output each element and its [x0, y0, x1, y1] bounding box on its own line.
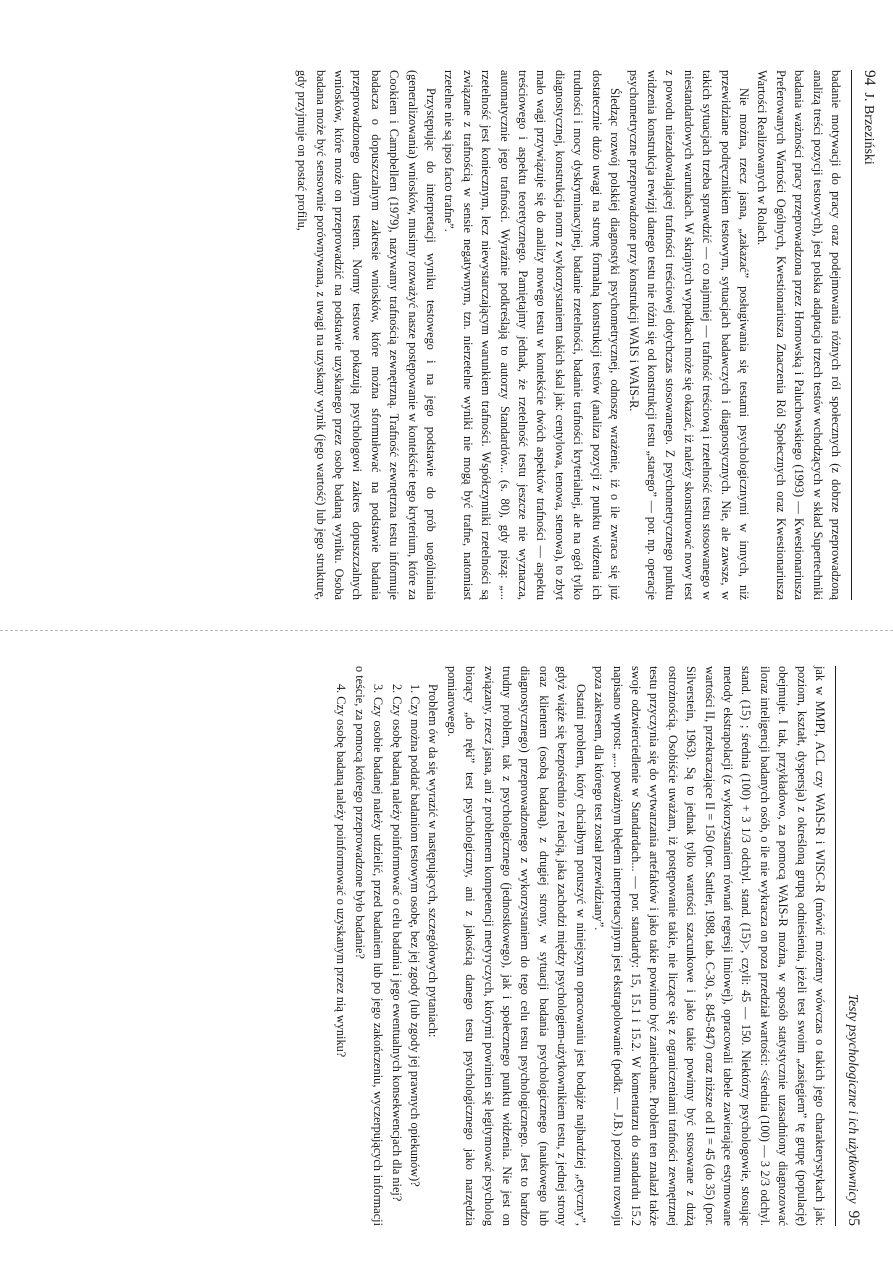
paragraph: Śledząc rozwój polskiej diagnostyki psychometrycznej, odnoszę wrażenie, iż o ile zwraca się już dostatecznie dużo uwagi na stronę formalną konstrukcji testów (analiza pozycji z punktu widzenia ich trudności i mocy dyskryminacyjnej, badanie rzetelności, badanie trafności kryterialnej, ale na ogół tylko diagnostycznej, konstrukcja norm z wykorzystaniem takich skal jak: centylowa, tenowa, stenowa), to zbyt mało wagi przywiązuje się do analizy nowego testu w kontekście dwóch aspektów trafności — aspektu treściowego i aspektu teoretycznego. Pamiętajmy jednak, że rzetelność testu jeszcze nie wyznacza, automatycznie jego trafności. Wyraźnie podkreślają to autorzy Standardów... (s. 80), gdy piszą: „... rzetelność jest koniecznym, lecz niewystarczającym warunkiem trafności. Współczynniki rzetelności są związane z trafnością w sensie negatywnym, tzn. nierzetelne wyniki nie mogą być trafne, natomiast rzetelne nie są ipso facto trafne”. — [442, 70, 623, 600]
paragraph: Przystępując do interpretacji wyniku testowego i na jego podstawie do prób uogólniania (generalizowania) wniosków, musimy rozważyć nasze postępowanie w kontekście tego kryterium, które za Cookiem i Campbellem (1979), nazywamy trafnością zewnętrzną. Trafność zewnętrzna testu informuje badacza o dopuszczalnym zakresie wniosków, które można sformułować na podstawie badania przeprowadzonego danym testem. Normy testowe pokazują psychologowi zakres dopuszczalnych wniosków, które może on przeprowadzić na podstawie uzyskanego przez osobę badaną wyniku. Osoba badana może być sensownie porównywana, z uwagi na uzyskany wynik (jego wartość) lub jego strukturę, gdy przyjmuje on postać profilu, — [295, 70, 439, 600]
paragraph: Problem ów da się wyrazić w następujących, szczegółowych pytaniach: — [426, 684, 441, 1038]
question-item: 1. Czy można poddać badaniom testowym osobę, bez jej zgody (lub zgody jej prawnych opiekunów)? — [408, 684, 423, 1187]
page-number: 95 — [845, 1210, 862, 1226]
header-rule — [835, 666, 836, 1226]
paragraph: Ostatni problem, który chciałbym poruszyć w niniejszym opracowaniu jest bodajże najbardziej „etyczny”, gdyż wiąże się bezpośrednio z relacją, jaka zachodzi między psychologiem-użytkownikiem testu, z jednej strony oraz klientem (osobą badaną), z drugiej strony, w sytuacji badania psychologicznego (naukowego lub diagnostycznego) przeprowadzonego z wykorzystaniem do tego celu testu psychologicznego. Jest to bardzo trudny problem, tak z psychologicznego (jednostkowego), jak i społecznego punktu widzenia. Nie jest on związany, rzecz jasna, ani z problemem kompetencji metyryczych, którymi powinien się legitymować psycholog biorący „do ręki” test psychologiczny, ani z jakością danego testu psychologicznego jako narzędzia pomiarowego. — [444, 666, 588, 1226]
right-page-header — [840, 666, 862, 1226]
running-head: Testy psychologiczne i ich użytkownicy — [846, 994, 861, 1204]
page-fold — [0, 630, 893, 631]
paragraph: jak w MMPI, ACL czy WAIS-R i WISC-R (mówić możemy wówczas o takich jego charakterystykach jak: poziom, kształt, dyspersja) z określoną grupą odniesienia, jeżeli test swoim „zasięgiem” tę grupę (populację) obejmuje. I tak, przykładowo, za pomocą WAIS-R można, w sposób statystycznie uzasadniony diagnozować iloraz inteligencji badanych osób, o ile nie wykracza on poza przedział wartości: <średnia (100) — 3 2/3 odchyl. stand. (15) ; średnia (100) + 3 1/3 odchyl. stand. (15)>, czyli: 45 — 150. Niektórzy psychologowie, stosując metody ekstrapolacji (z wykorzystaniem równań regresji liniowej), opracowali tabele zawierające estymowane wartości II, przekraczające II = 150 (por. Sattler, 1988, tab. C-30, s. 845-847) oraz niższe od II = 45 (do 35) (por. Silverstein, 1963). Są to jednak tylko wartości szacunkowe i jako takie powinny być stosowane z dużą ostrożnością. Osobiście uważam, iż postępowanie takie, nie liczące się z ograniczeniami trafności zewnętrznej testu przyczynia się do wytwarzania artefaktów i jako takie powinno być zaniechane. Problem ten znalazł także swoje odzwierciedlenie w Standardach... — por. standardy: 15, 15.1 i 15.2. W komentarzu do standardu 15.2 napisano wprost: „... poważnym błędem interpretacyjnym jest ekstrapolowanie (podkr. — J.B.) poziomu rozwoju poza zakresem, dla którego test został przewidziany”. — [592, 666, 827, 1226]
right-page — [332, 666, 862, 1226]
paragraph: badanie motywacji do pracy oraz podejmowania różnych ról społecznych (z dobrze przeprowadzoną analizą treści pozycji testowych), jest polska adaptacja trzech testów wchodzących w skład Supertechniki badania ważności pracy przeprowadzona przez Hornowską i Paluchowskiego (1993) — Kwestionariusza Preferowanych Wartości Ogólnych, Kwestionariusza Znaczenia Ról Społecznych oraz Kwestionariusza Wartości Realizowanych w Rolach. — [755, 70, 843, 600]
left-page-header — [856, 70, 878, 600]
question-item: 4. Czy osobę badaną należy poinformować o uzyskanym przez nią wyniku? — [334, 684, 349, 1058]
header-rule — [851, 70, 852, 600]
question-item: 3. Czy osobie badanej należy udzielić, przed badaniem lub po jego zakończeniu, wyczerpujących informacji o teście, za pomocą którego przeprowadzone było badanie? — [352, 666, 386, 1226]
left-page — [293, 70, 878, 600]
paragraph: Nie można, rzecz jasna, „zakazać” posługiwania się testami psychologicznymi w innych, niż przewidziane podręcznikiem testowym, sytuacjach badawczych i diagnostycznych. Nie, ale zawsze, w takich sytuacjach trzeba sprawdzić — co najmniej — trafność treściową i rzetelność testu stosowanego w niestandardowych warunkach. W skrajnych wypadkach może się okazać, iż należy skonstruować nowy test z powodu niezadowalającej trafności treściowej dotychczas stosowanego. Z psychometrycznego punktu widzenia konstrukcja rewizji danego testu nie różni się od konstrukcji testu „starego” — por. np. operacje psychometryczne przeprowadzone przy konstrukcji WAIS i WAIS-R. — [626, 70, 751, 600]
page-number: 94 — [861, 70, 878, 86]
question-item: 2. Czy osobę badaną należy poinformować o celu badania i jego ewentualnych konsekwencjach dla niej? — [389, 684, 404, 1202]
running-head: J. Brzeziński — [861, 92, 876, 165]
